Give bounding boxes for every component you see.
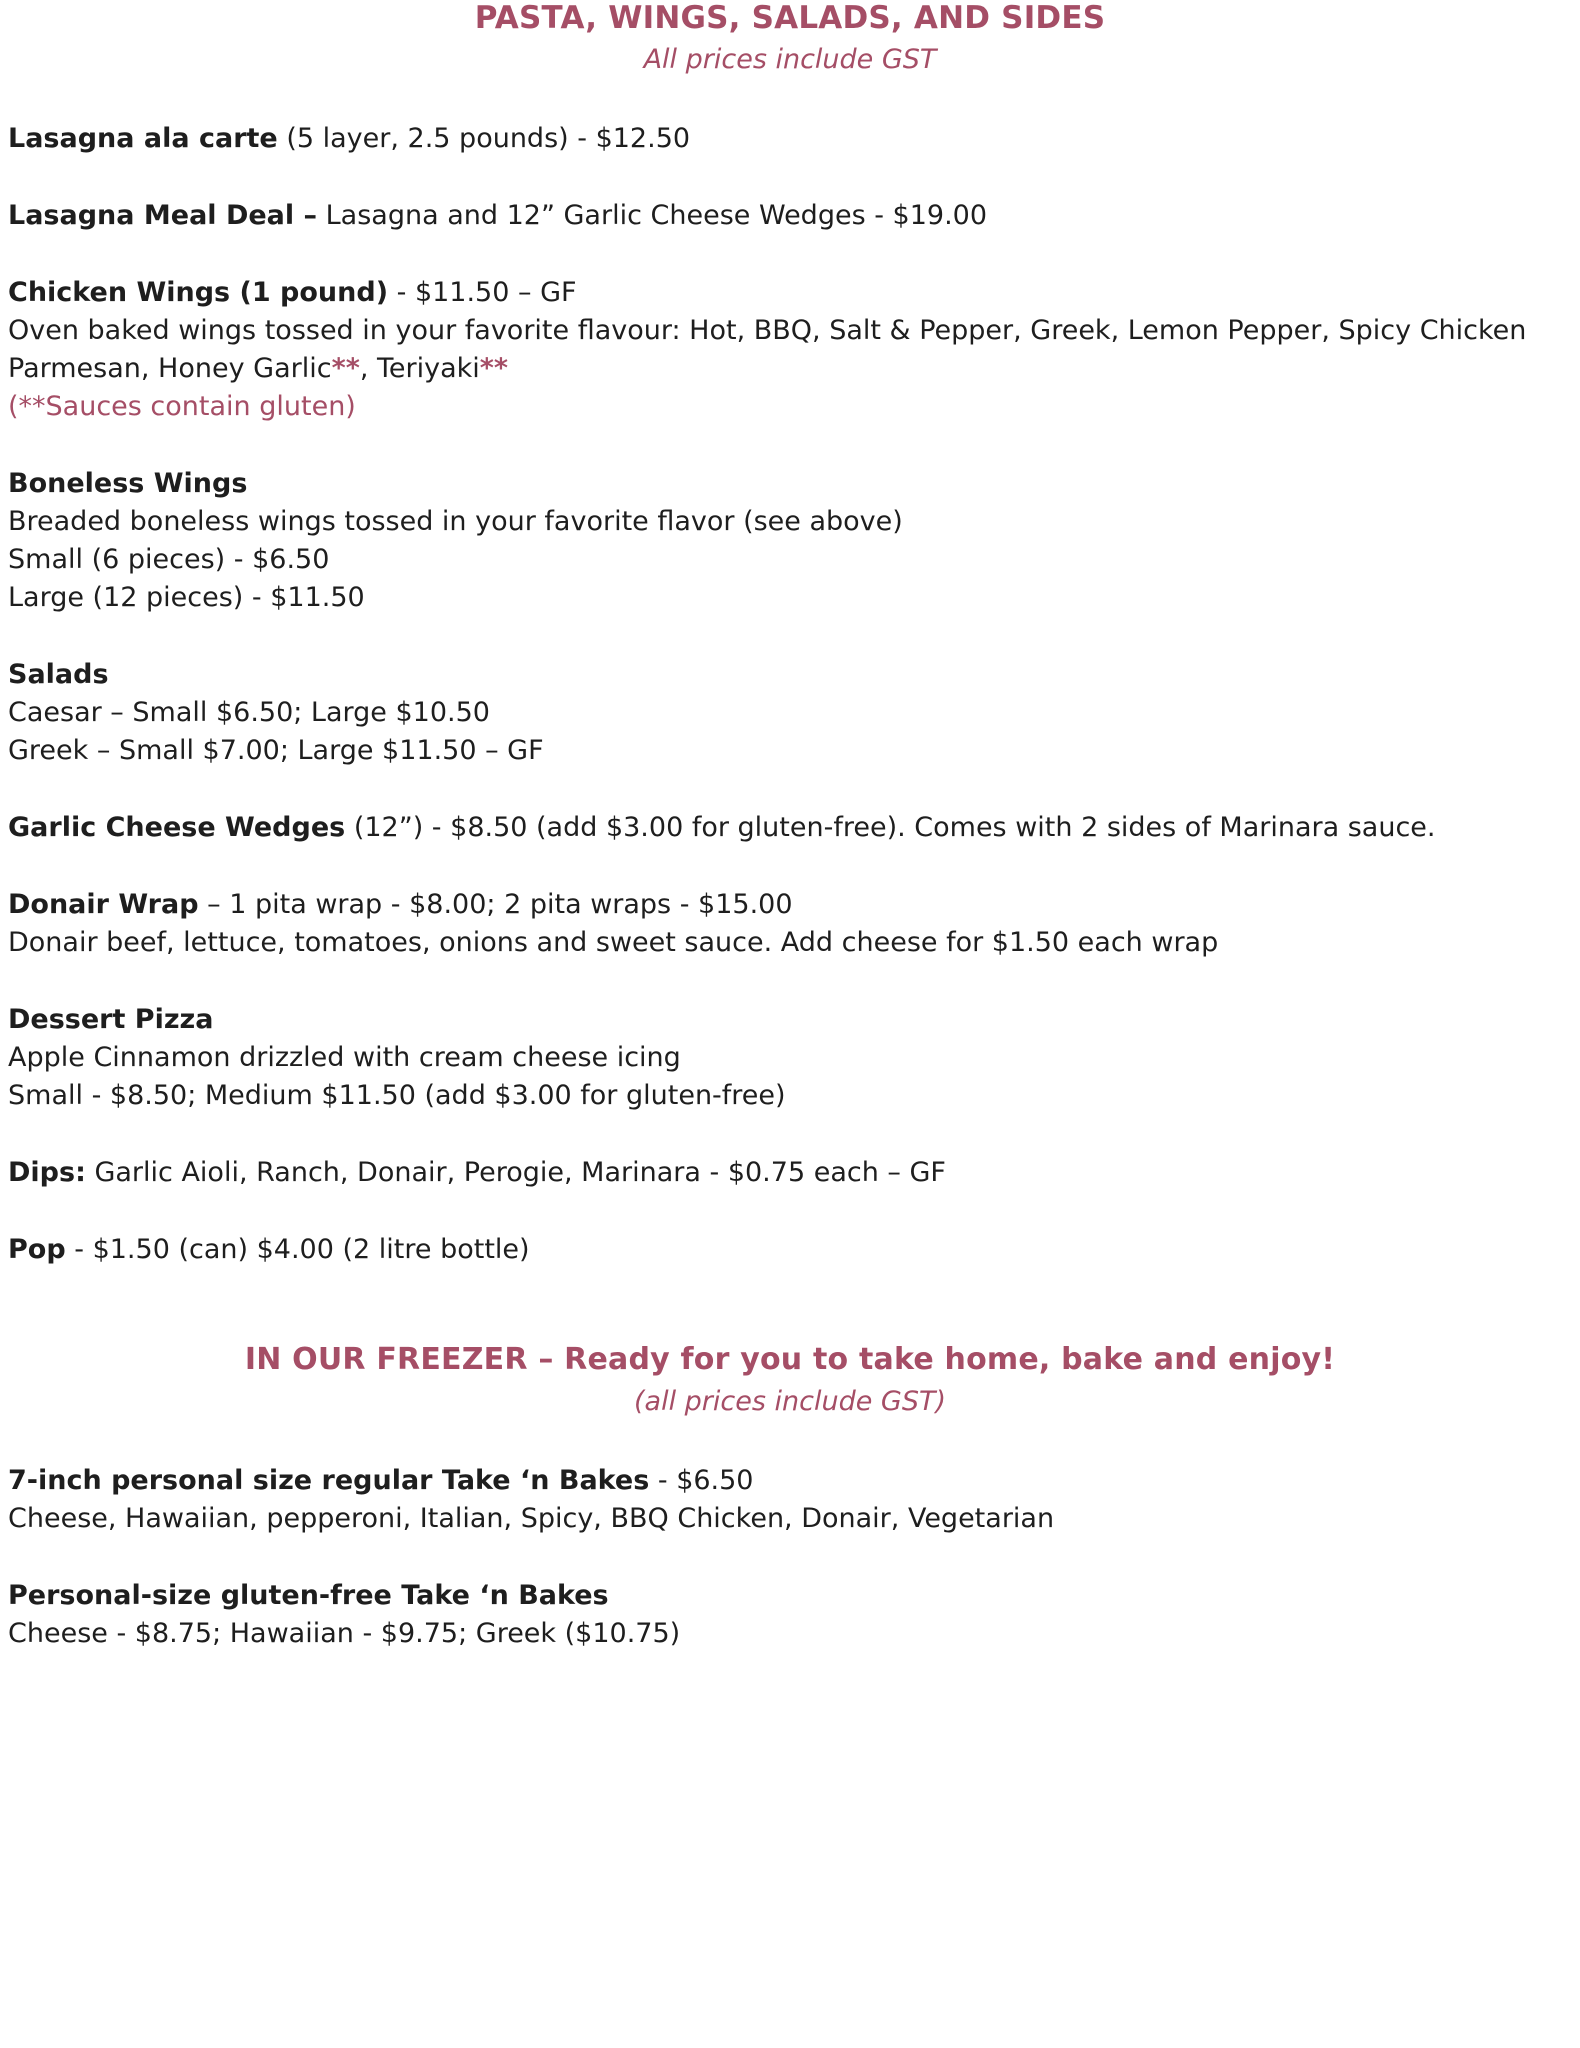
chicken-wings-price: - $11.50 – GF	[388, 277, 577, 308]
pop-item	[8, 1231, 1568, 1269]
chicken-wings-item	[8, 274, 1568, 312]
dips-detail: Garlic Aioli, Ranch, Donair, Perogie, Marinara - $0.75 each – GF	[85, 1157, 946, 1188]
take-n-bake-regular-price: - $6.50	[649, 1465, 754, 1496]
boneless-small-price: Small (6 pieces) - $6.50	[8, 544, 330, 575]
chicken-wings-desc: Oven baked wings tossed in your favorite flavour: Hot, BBQ, Salt & Pepper, Greek, Lemon Pepper, Spicy Chicken	[8, 315, 1527, 346]
freezer-subtitle: (all prices include GST)	[633, 1386, 946, 1417]
take-n-bake-gf-prices: Cheese - $8.75; Hawaiian - $9.75; Greek ($10.75)	[8, 1618, 681, 1649]
gluten-marker: **	[479, 353, 509, 384]
wings-flavour-b: , Teriyaki	[359, 353, 480, 384]
meal-deal-detail: Lasagna and 12” Garlic Cheese Wedges - $19.00	[317, 200, 988, 231]
lasagna-detail: (5 layer, 2.5 pounds) - $12.50	[277, 123, 691, 154]
page-title: PASTA, WINGS, SALADS, AND SIDES	[474, 0, 1106, 36]
wings-flavour-a: Parmesan, Honey Garlic	[8, 353, 332, 384]
chicken-wings-desc-cont	[8, 350, 1568, 388]
dessert-pizza-name: Dessert Pizza	[8, 1004, 214, 1035]
greek-salad-price: Greek – Small $7.00; Large $11.50 – GF	[8, 735, 544, 766]
garlic-wedges-item	[8, 809, 1568, 847]
salads-name: Salads	[8, 659, 109, 690]
boneless-wings-name: Boneless Wings	[8, 468, 248, 499]
chicken-wings-name: Chicken Wings (1 pound)	[8, 277, 389, 308]
dessert-pizza-desc: Apple Cinnamon drizzled with cream cheese icing	[8, 1042, 681, 1073]
dessert-pizza-prices: Small - $8.50; Medium $11.50 (add $3.00 for gluten-free)	[8, 1080, 786, 1111]
lasagna-name: Lasagna ala carte	[8, 123, 278, 154]
meal-deal-item	[8, 197, 1568, 235]
donair-wrap-item	[8, 886, 1568, 924]
gluten-marker: **	[331, 353, 360, 384]
take-n-bake-regular-name: 7-inch personal size regular Take ‘n Bakes	[8, 1465, 650, 1496]
pop-name: Pop	[8, 1234, 66, 1265]
garlic-wedges-name: Garlic Cheese Wedges	[8, 812, 346, 843]
donair-wrap-desc: Donair beef, lettuce, tomatoes, onions and sweet sauce. Add cheese for $1.50 each wrap	[8, 927, 1219, 958]
take-n-bake-regular-item	[8, 1462, 1568, 1500]
donair-wrap-name: Donair Wrap	[8, 889, 199, 920]
pop-detail: - $1.50 (can) $4.00 (2 litre bottle)	[65, 1234, 530, 1265]
garlic-wedges-detail: (12”) - $8.50 (add $3.00 for gluten-free). Comes with 2 sides of Marinara sauce.	[345, 812, 1436, 843]
dips-name: Dips:	[8, 1157, 86, 1188]
caesar-salad-price: Caesar – Small $6.50; Large $10.50	[8, 697, 490, 728]
lasagna-item	[8, 120, 1568, 158]
take-n-bake-gf-name: Personal-size gluten-free Take ‘n Bakes	[8, 1580, 609, 1611]
freezer-title: IN OUR FREEZER – Ready for you to take home, bake and enjoy!	[244, 1342, 1336, 1377]
boneless-large-price: Large (12 pieces) - $11.50	[8, 582, 365, 613]
page-subtitle: All prices include GST	[643, 44, 937, 75]
dips-item	[8, 1154, 1568, 1192]
take-n-bake-regular-flavours: Cheese, Hawaiian, pepperoni, Italian, Spicy, BBQ Chicken, Donair, Vegetarian	[8, 1503, 1055, 1534]
boneless-wings-desc: Breaded boneless wings tossed in your favorite flavor (see above)	[8, 506, 903, 537]
donair-wrap-price: – 1 pita wrap - $8.00; 2 pita wraps - $15.00	[198, 889, 793, 920]
gluten-note: (**Sauces contain gluten)	[8, 391, 356, 422]
meal-deal-name: Lasagna Meal Deal –	[8, 200, 318, 231]
